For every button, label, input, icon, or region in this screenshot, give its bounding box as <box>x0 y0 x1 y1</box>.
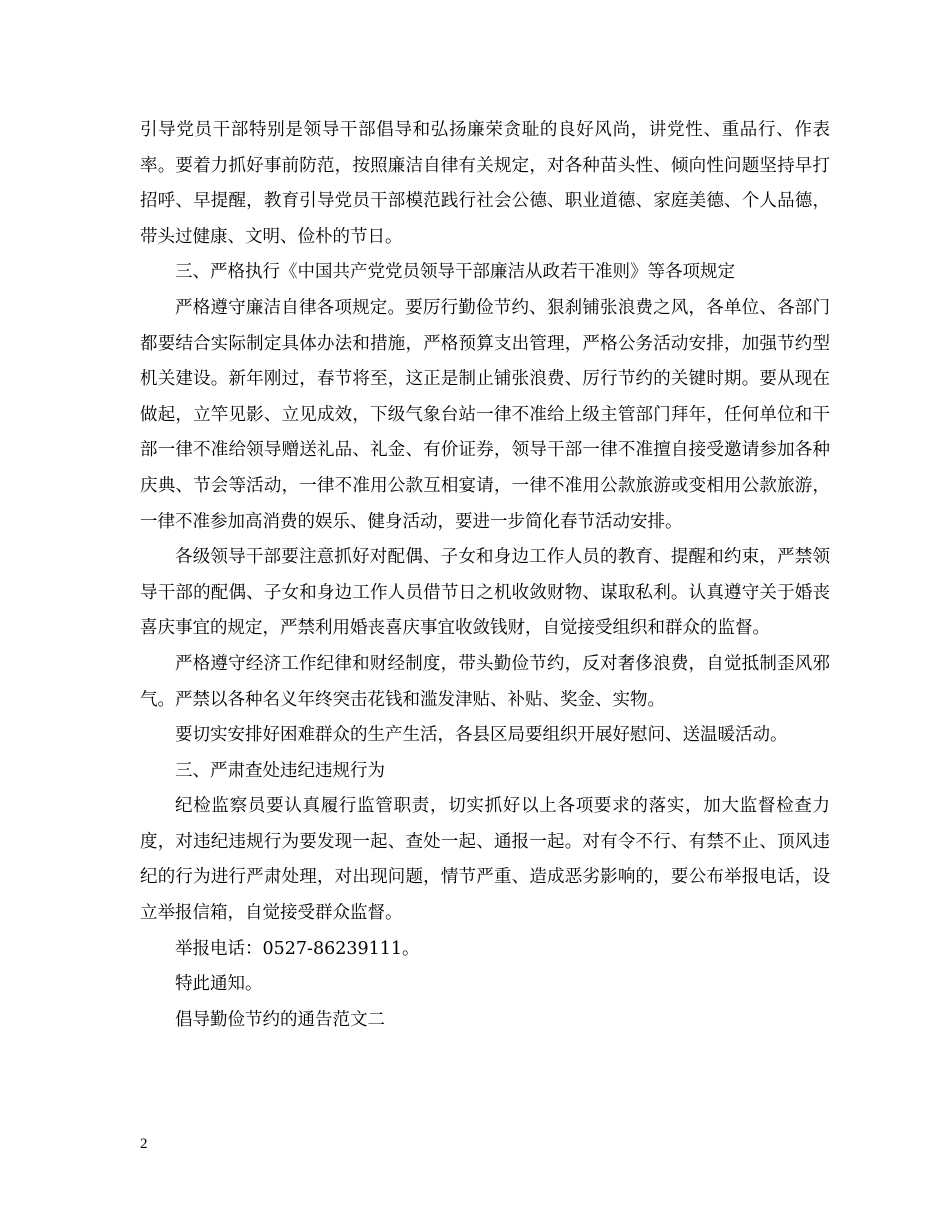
section-heading-investigation: 三、严肃查处违纪违规行为 <box>175 760 385 781</box>
page-number: 2 <box>140 1136 148 1152</box>
document-body <box>140 113 830 1038</box>
paragraph-supervision: 纪检监察员要认真履行监管职责，切实抓好以上各项要求的落实，加大监督检查力度，对违纪违规行为要发现一起、查处一起、通报一起。对有令不行、有禁不止、顶风违纪的行为进行严肃处理，对出现问题，情节严重、造成恶劣影响的，要公布举报电话，设立举报信箱，自觉接受群众监督。 <box>140 796 830 924</box>
closing-notice: 特此通知。 <box>175 974 263 995</box>
paragraph-continuation: 引导党员干部特别是领导干部倡导和弘扬廉荣贪耻的良好风尚，讲党性、重品行、作表率。要着力抓好事前防范，按照廉洁自律有关规定，对各种苗头性、倾向性问题坚持早打招呼、早提醒，教育引导党员干部模范践行社会公德、职业道德、家庭美德、个人品德，带头过健康、文明、俭朴的节日。 <box>140 120 830 247</box>
section-heading-3: 三、严格执行《中国共产党党员领导干部廉洁从政若干准则》等各项规定 <box>175 262 735 283</box>
paragraph-financial-discipline: 严格遵守经济工作纪律和财经制度，带头勤俭节约，反对奢侈浪费，自觉抵制歪风邪气。严禁以各种名义年终突击花钱和滥发津贴、补贴、奖金、实物。 <box>140 653 830 710</box>
next-sample-title: 倡导勤俭节约的通告范文二 <box>175 1009 385 1030</box>
report-hotline: 举报电话：0527-86239111。 <box>175 938 420 959</box>
paragraph-family-discipline: 各级领导干部要注意抓好对配偶、子女和身边工作人员的教育、提醒和约束，严禁领导干部的配偶、子女和身边工作人员借节日之机收敛财物、谋取私利。认真遵守关于婚丧喜庆事宜的规定，严禁利用婚丧喜庆事宜收敛钱财，自觉接受组织和群众的监督。 <box>140 547 830 639</box>
paragraph-poverty-relief: 要切实安排好困难群众的生产生活，各县区局要组织开展好慰问、送温暖活动。 <box>175 725 788 746</box>
paragraph-frugality-rules: 严格遵守廉洁自律各项规定。要厉行勤俭节约、狠刹铺张浪费之风，各单位、各部门都要结合实际制定具体办法和措施，严格预算支出管理，严格公务活动安排，加强节约型机关建设。新年刚过，春节将至，这正是制止铺张浪费、厉行节约的关键时期。要从现在做起，立竿见影、立见成效，下级气象台站一律不准给上级主管部门拜年，任何单位和干部一律不准给领导赠送礼品、礼金、有价证券，领导干部一律不准擅自接受邀请参加各种庆典、节会等活动，一律不准用公款互相宴请，一律不准用公款旅游或变相用公款旅游，一律不准参加高消费的娱乐、健身活动，要进一步简化春节活动安排。 <box>140 297 830 532</box>
